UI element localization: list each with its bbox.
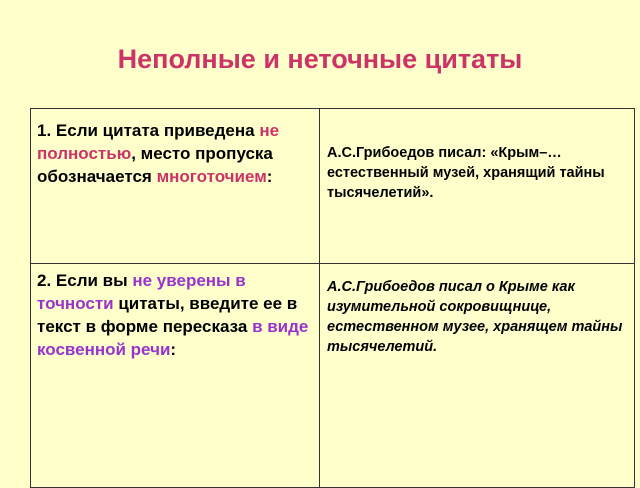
- rule-2-text-before: 2. Если вы: [37, 271, 133, 290]
- rule-1-highlight-incomplete: не полностью: [37, 121, 280, 163]
- example-cell-1: [327, 143, 627, 203]
- table-row-divider: [31, 263, 634, 264]
- slide-title: Неполные и неточные цитаты: [117, 44, 523, 74]
- example-1-text: А.С.Грибоедов писал: «Крым–…естественный музей, хранящий тайны тысячелетий».: [327, 145, 605, 201]
- rule-1-text-middle: , место пропуска обозначается: [37, 144, 273, 186]
- rule-1-text-after: :: [266, 167, 273, 186]
- rule-2-text-middle: цитаты, введите ее в текст в форме пересказа: [37, 294, 298, 336]
- rule-2-highlight-indirect-speech: в виде косвенной речи: [37, 317, 309, 359]
- example-2-text: А.С.Грибоедов писал о Крыме как изумительной сокровищнице, естественном музее, хранящем тайны тысячелетий.: [327, 279, 623, 355]
- rule-1-highlight-ellipsis: многоточием: [156, 167, 267, 186]
- rule-1-text-before: 1. Если цитата приведена: [37, 121, 260, 140]
- rules-table: [30, 108, 635, 488]
- rule-2-text-after: :: [170, 340, 177, 359]
- table-column-divider: [319, 109, 320, 487]
- rule-2-highlight-not-sure: не уверены в точности: [37, 271, 246, 313]
- rule-cell-1: [37, 119, 317, 188]
- rule-cell-2: [37, 269, 317, 361]
- example-cell-2: [327, 277, 627, 357]
